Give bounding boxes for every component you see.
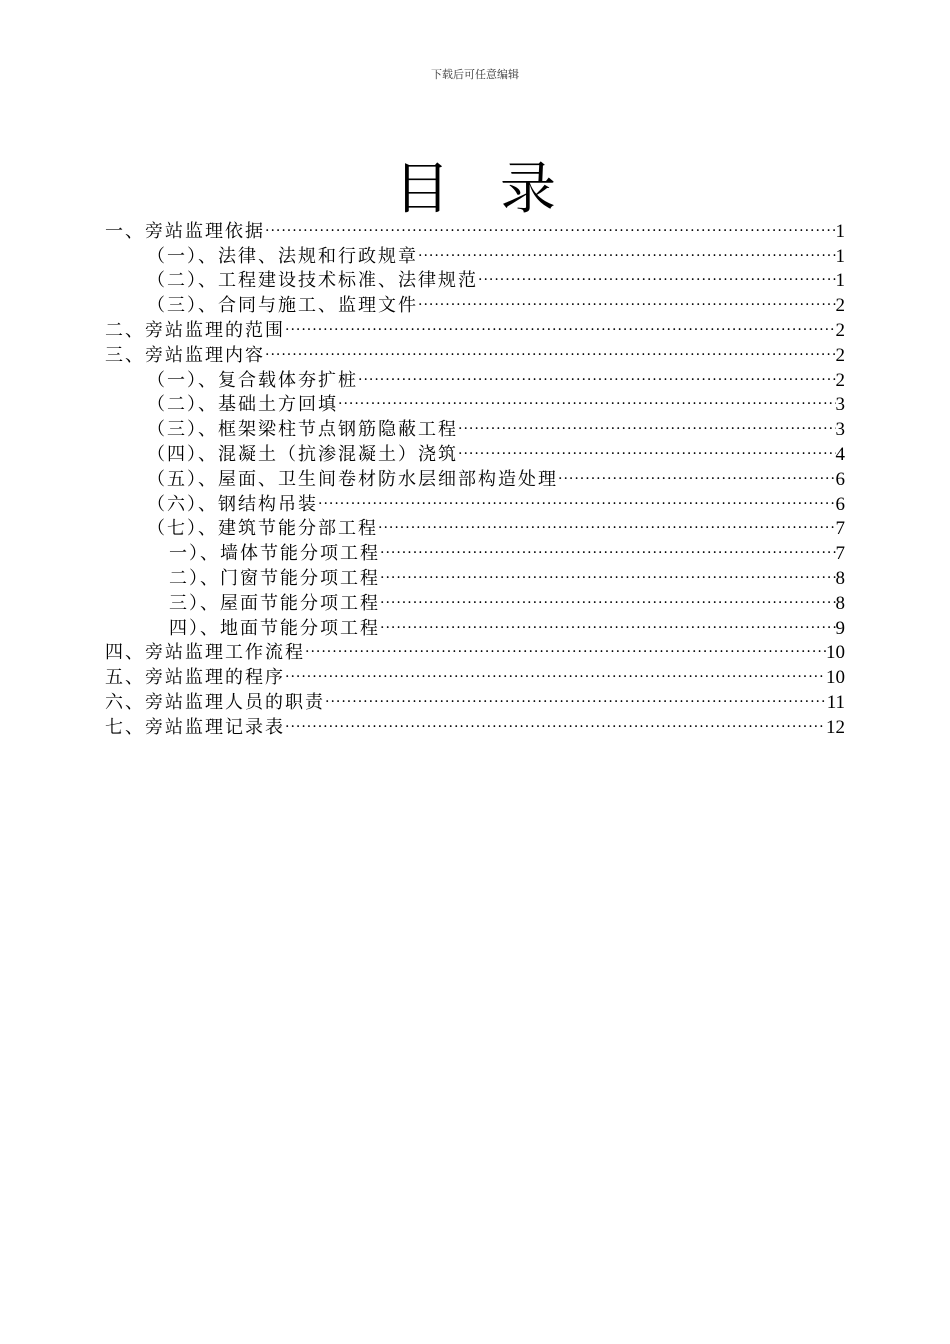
- toc-leader-dots: [558, 460, 836, 485]
- toc-leader-dots: [458, 435, 836, 460]
- toc-entry-page: 2: [835, 295, 845, 317]
- toc-leader-dots: [478, 262, 836, 287]
- toc-leader-dots: [458, 410, 836, 435]
- toc-leader-dots: [358, 361, 836, 386]
- toc-entry-page: 1: [835, 220, 845, 242]
- toc-entry-page: 3: [835, 394, 845, 416]
- toc-entry-label: 四）、地面节能分项工程: [169, 617, 380, 639]
- toc-leader-dots: [325, 683, 827, 708]
- toc-entry-label: （六）、钢结构吊装: [147, 493, 318, 515]
- toc-entry-label: （四）、混凝土（抗渗混凝土）浇筑: [147, 443, 458, 465]
- toc-leader-dots: [265, 336, 836, 361]
- toc-entry-label: 四、旁站监理工作流程: [105, 642, 305, 664]
- table-of-contents: [105, 212, 845, 738]
- toc-entry-label: （二）、工程建设技术标准、法律规范: [147, 270, 478, 292]
- toc-entry-page: 2: [835, 344, 845, 366]
- toc-entry-label: （七）、建筑节能分部工程: [147, 518, 378, 540]
- toc-leader-dots: [418, 286, 836, 311]
- toc-entry-label: 七、旁站监理记录表: [105, 716, 285, 738]
- toc-entry-label: 三、旁站监理内容: [105, 344, 265, 366]
- toc-entry-page: 8: [835, 567, 845, 589]
- toc-leader-dots: [338, 386, 836, 411]
- toc-leader-dots: [285, 708, 826, 733]
- toc-leader-dots: [380, 584, 836, 609]
- page-header-note: 下载后可任意编辑: [431, 68, 519, 81]
- toc-leader-dots: [285, 311, 836, 336]
- toc-entry-page: 10: [826, 642, 845, 664]
- toc-entry-page: 11: [826, 691, 845, 713]
- toc-entry-page: 7: [835, 518, 845, 540]
- toc-entry-1[interactable]: [105, 212, 845, 242]
- toc-entry-page: 8: [835, 592, 845, 614]
- toc-entry-label: （二）、基础土方回填: [147, 394, 338, 416]
- toc-entry-label: （三）、合同与施工、监理文件: [147, 295, 418, 317]
- toc-leader-dots: [380, 534, 836, 559]
- toc-entry-page: 12: [826, 716, 845, 738]
- toc-entry-label: 一）、墙体节能分项工程: [169, 543, 380, 565]
- toc-leader-dots: [380, 609, 836, 634]
- toc-leader-dots: [285, 658, 826, 683]
- toc-entry-page: 9: [835, 617, 845, 639]
- toc-entry-label: 一、旁站监理依据: [105, 220, 265, 242]
- toc-entry-label: 二）、门窗节能分项工程: [169, 567, 380, 589]
- toc-entry-label: （一）、法律、法规和行政规章: [147, 245, 418, 267]
- toc-entry-label: 六、旁站监理人员的职责: [105, 691, 325, 713]
- toc-entry-label: （三）、框架梁柱节点钢筋隐蔽工程: [147, 419, 458, 441]
- toc-entry-label: （五）、屋面、卫生间卷材防水层细部构造处理: [147, 468, 558, 490]
- toc-leader-dots: [418, 237, 836, 262]
- toc-entry-page: 2: [835, 319, 845, 341]
- toc-entry-page: 6: [835, 493, 845, 515]
- toc-entry-page: 6: [835, 468, 845, 490]
- toc-entry-page: 1: [835, 245, 845, 267]
- toc-leader-dots: [380, 559, 836, 584]
- toc-entry-label: 三）、屋面节能分项工程: [169, 592, 380, 614]
- toc-leader-dots: [305, 634, 826, 659]
- toc-entry-page: 2: [835, 369, 845, 391]
- toc-leader-dots: [318, 485, 836, 510]
- toc-entry-label: 二、旁站监理的范围: [105, 319, 285, 341]
- toc-entry-page: 3: [835, 419, 845, 441]
- toc-entry-label: （一）、复合载体夯扩桩: [147, 369, 358, 391]
- toc-leader-dots: [265, 212, 836, 237]
- toc-entry-page: 7: [835, 543, 845, 565]
- toc-entry-label: 五、旁站监理的程序: [105, 667, 285, 689]
- toc-entry-page: 1: [835, 270, 845, 292]
- toc-entry-page: 4: [835, 443, 845, 465]
- toc-entry-page: 10: [826, 667, 845, 689]
- page-title: 目录: [394, 156, 606, 222]
- toc-leader-dots: [378, 510, 836, 535]
